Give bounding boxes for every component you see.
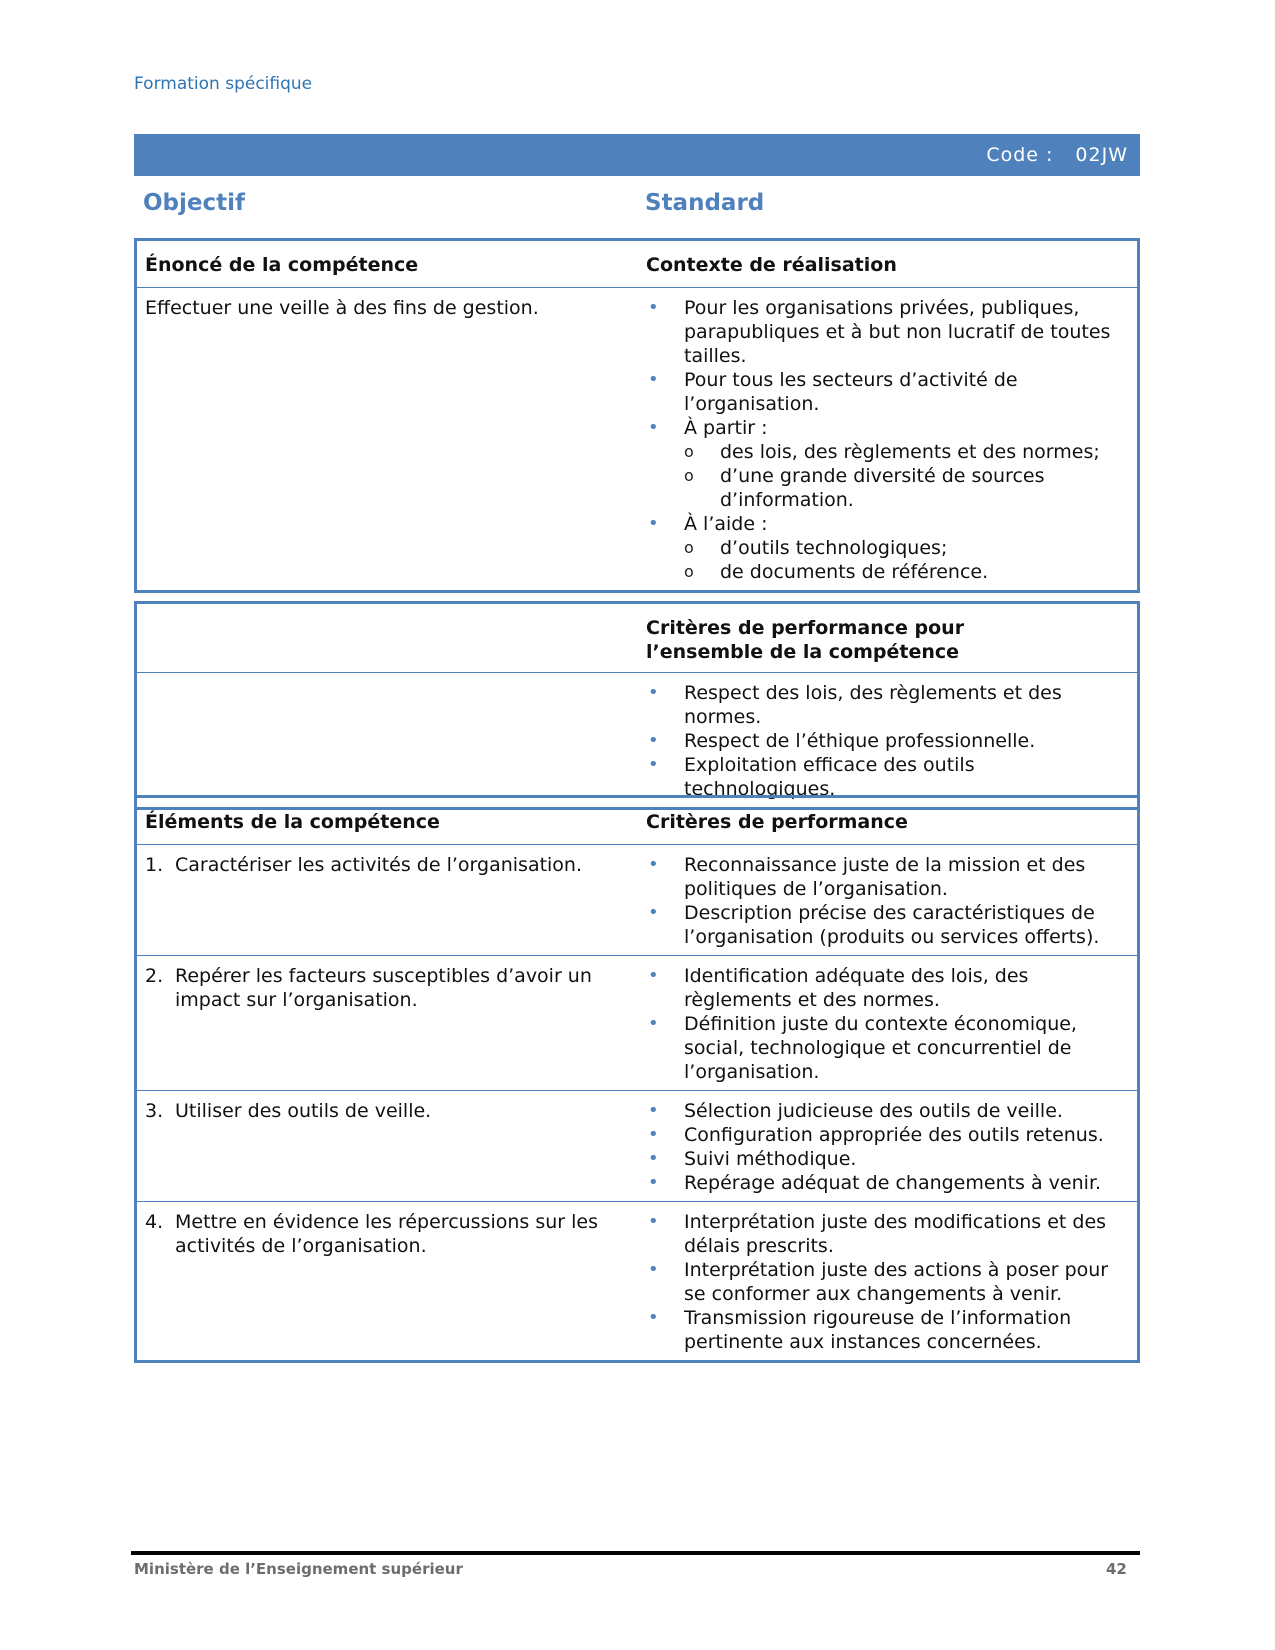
overall-criteria-header: Critères de performance pour l’ensemble de la compétence [646,617,965,663]
context-subitem: o d’outils technologiques; [684,536,1129,560]
context-item [646,296,1129,368]
table-row [137,1201,1137,1360]
criteria-cell [638,1091,1137,1201]
element-cell [137,956,638,1090]
context-item [646,416,1129,512]
element-text: Caractériser les activités de l’organisation. [175,854,583,876]
empty-cell [137,673,638,807]
criterion-item: • Repérage adéquat de changements à venir. [646,1171,1129,1195]
element-list [145,1210,630,1258]
overall-criteria-cell [638,673,1137,807]
criterion-item: • Définition juste du contexte économique, social, technologique et concurrentiel de l’organisation. [646,1012,1129,1084]
overall-criteria-list [646,681,1129,801]
page-number: 42 [1106,1560,1127,1578]
elements-header: Éléments de la compétence [145,811,440,833]
criterion-item: • Transmission rigoureuse de l’information pertinente aux instances concernées. [646,1306,1129,1354]
criteria-cell [638,956,1137,1090]
standard-heading: Standard [645,190,765,216]
code-value: 02JW [1075,144,1128,166]
element-item [145,1210,630,1258]
criterion-item: • Suivi méthodique. [646,1147,1129,1171]
context-subitem: o d’une grande diversité de sources d’information. [684,464,1129,512]
competency-statement-table [134,238,1140,593]
element-number: 1. [145,854,164,876]
criterion-item: • Interprétation juste des actions à poser pour se conformer aux changements à venir. [646,1258,1129,1306]
element-list [145,964,630,1012]
table-row [137,955,1137,1090]
criterion-item: • Configuration appropriée des outils retenus. [646,1123,1129,1147]
criterion-item: • Respect des lois, des règlements et des normes. [646,681,1129,729]
table-row [137,1090,1137,1201]
element-number: 2. [145,965,164,987]
criterion-item: • Identification adéquate des lois, des règlements et des normes. [646,964,1129,1012]
element-item [145,964,630,1012]
table-row [137,844,1137,955]
context-header: Contexte de réalisation [646,254,897,276]
element-cell [137,1202,638,1360]
table-header-row [137,604,1137,672]
element-item [145,853,630,877]
element-text: Repérer les facteurs susceptibles d’avoir un impact sur l’organisation. [175,965,592,1011]
code-label: Code : [986,144,1054,166]
statement-header: Énoncé de la compétence [145,254,419,276]
criteria-header: Critères de performance [646,811,908,833]
element-number: 3. [145,1100,164,1122]
element-text: Utiliser des outils de veille. [175,1100,432,1122]
criteria-cell [638,1202,1137,1360]
context-sublist [684,536,1129,584]
element-text: Mettre en évidence les répercussions sur les activités de l’organisation. [175,1211,599,1257]
element-list [145,853,630,877]
context-subitem: o des lois, des règlements et des normes; [684,440,1129,464]
context-item [646,512,1129,584]
criteria-list [646,1099,1129,1195]
element-item [145,1099,630,1123]
criteria-cell [638,845,1137,955]
criterion-item: • Reconnaissance juste de la mission et des politiques de l’organisation. [646,853,1129,901]
context-list-cell [638,288,1137,590]
criterion-item: • Exploitation efficace des outils technologiques. [646,753,1129,801]
criteria-list [646,964,1129,1084]
element-number: 4. [145,1211,164,1233]
elements-rows [137,844,1137,1360]
context-text: À l’aide : [684,513,768,535]
criterion-item: • Respect de l’éthique professionnelle. [646,729,1129,753]
context-subitem: o de documents de référence. [684,560,1129,584]
criterion-item: • Sélection judicieuse des outils de veille. [646,1099,1129,1123]
table-row [137,287,1137,590]
empty-cell [137,604,638,672]
context-sublist [684,440,1129,512]
criteria-list [646,1210,1129,1354]
footer-ministry: Ministère de l’Enseignement supérieur [134,1560,463,1578]
criterion-item: • Interprétation juste des modifications et des délais prescrits. [646,1210,1129,1258]
overall-criteria-table [134,601,1140,810]
elements-table [134,795,1140,1363]
element-cell [137,1091,638,1201]
context-item [646,368,1129,416]
element-list [145,1099,630,1123]
footer-rule [131,1551,1140,1555]
criterion-item: • Description précise des caractéristiques de l’organisation (produits ou services offerts). [646,901,1129,949]
criteria-list [646,853,1129,949]
element-cell [137,845,638,955]
objectif-heading: Objectif [143,190,246,216]
context-text: À partir : [684,417,768,439]
competency-statement: Effectuer une veille à des fins de gestion. [145,297,539,319]
table-header-row [137,241,1137,287]
table-header-row [137,798,1137,844]
code-bar [134,134,1140,176]
running-head: Formation spécifique [134,74,313,94]
context-text: Pour les organisations privées, publiques, parapubliques et à but non lucratif de toutes tailles. [684,297,1111,367]
context-list [646,296,1129,584]
context-text: Pour tous les secteurs d’activité de l’organisation. [684,369,1018,415]
table-row [137,672,1137,807]
